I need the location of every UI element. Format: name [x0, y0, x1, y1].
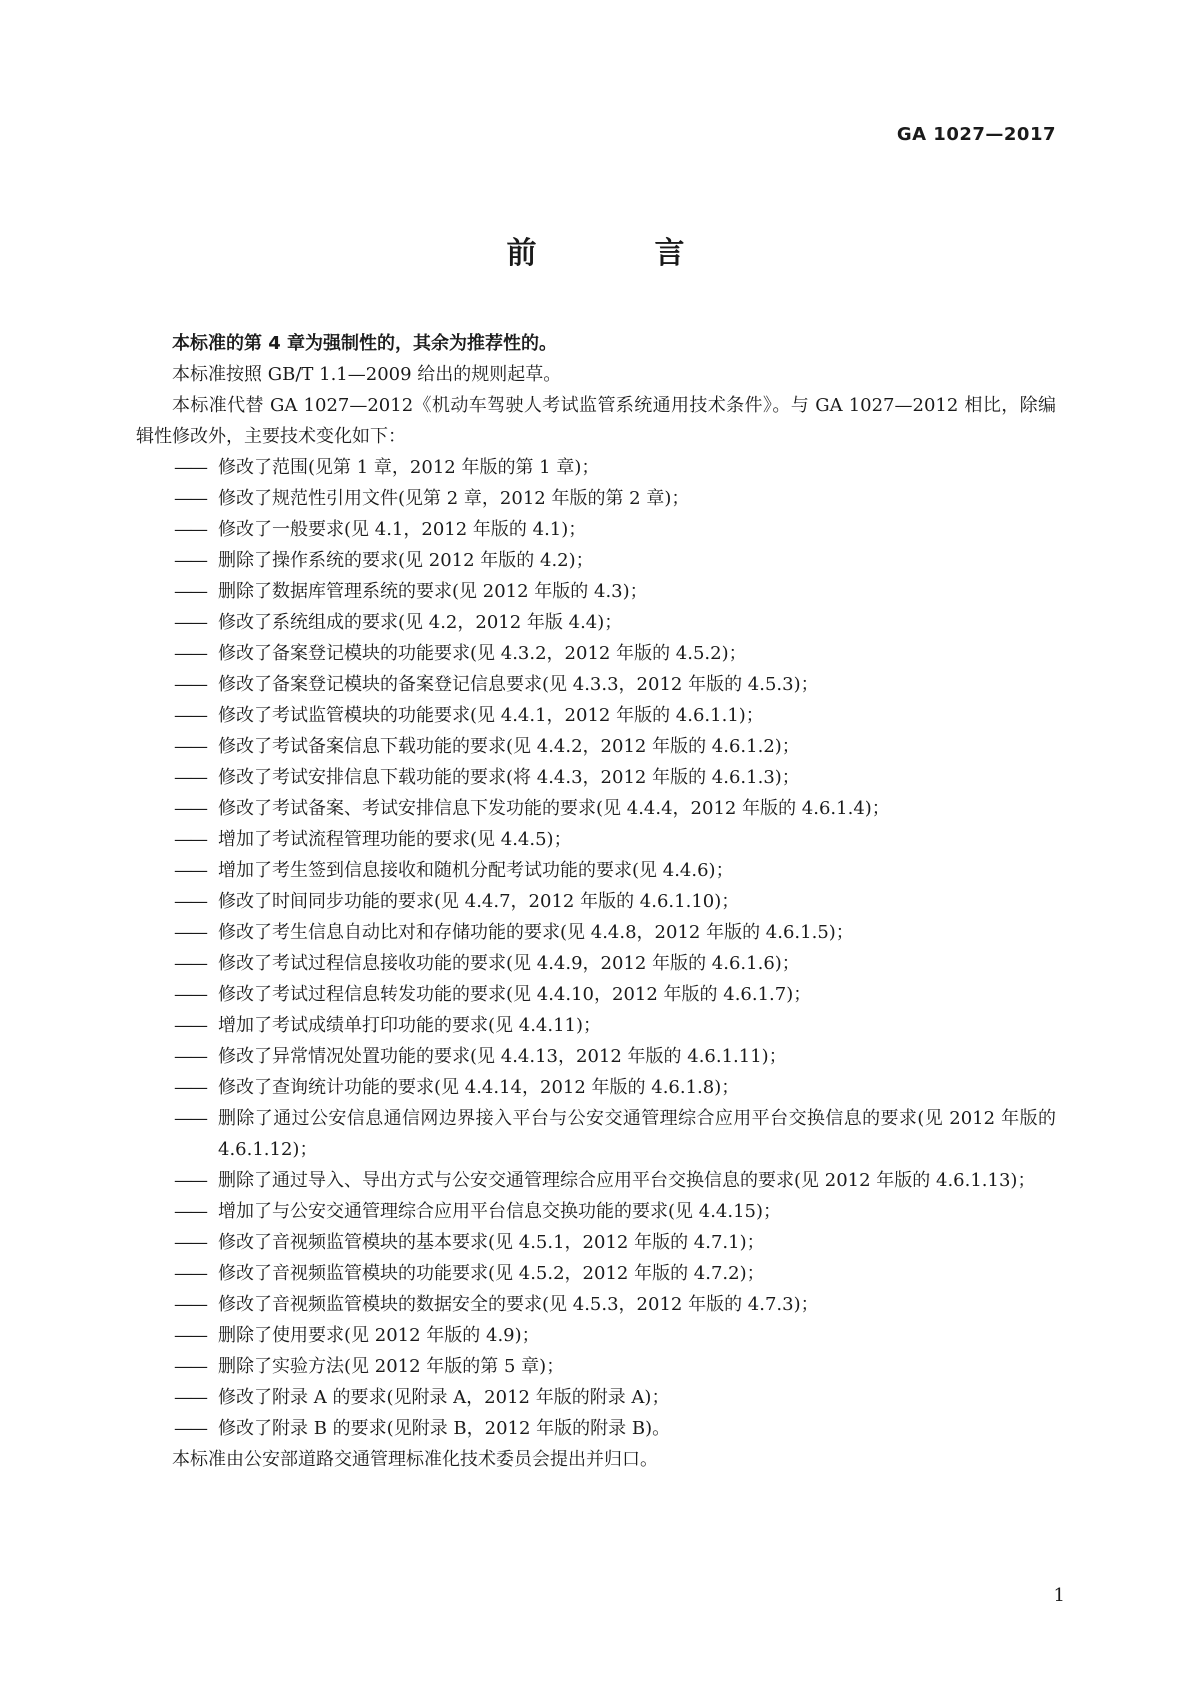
list-dash: ——	[174, 1015, 206, 1036]
change-text: 修改了备案登记模块的功能要求(见 4.3.2，2012 年版的 4.5.2)；	[218, 643, 747, 664]
change-list-item	[136, 1010, 1056, 1041]
change-list-item	[136, 1382, 1056, 1413]
change-list-item	[136, 793, 1056, 824]
list-dash: ——	[174, 705, 206, 726]
change-text: 修改了音视频监管模块的基本要求(见 4.5.1，2012 年版的 4.7.1)；	[218, 1232, 765, 1253]
change-list-item	[136, 1351, 1056, 1382]
change-list-item	[136, 1196, 1056, 1227]
change-text: 修改了范围(见第 1 章，2012 年版的第 1 章)；	[218, 457, 600, 478]
change-list-item	[136, 824, 1056, 855]
change-list-item	[136, 700, 1056, 731]
list-dash: ——	[174, 643, 206, 664]
change-text: 修改了规范性引用文件(见第 2 章，2012 年版的第 2 章)；	[218, 488, 690, 509]
list-dash: ——	[174, 1418, 206, 1439]
list-dash: ——	[174, 1077, 206, 1098]
change-list-item	[136, 1227, 1056, 1258]
change-text: 删除了实验方法(见 2012 年版的第 5 章)；	[218, 1356, 565, 1377]
change-text: 修改了音视频监管模块的数据安全的要求(见 4.5.3，2012 年版的 4.7.3)；	[218, 1294, 819, 1315]
change-text: 修改了时间同步功能的要求(见 4.4.7，2012 年版的 4.6.1.10)；	[218, 891, 740, 912]
change-list-item	[136, 731, 1056, 762]
list-dash: ——	[174, 1046, 206, 1067]
list-dash: ——	[174, 829, 206, 850]
list-dash: ——	[174, 1108, 206, 1129]
list-dash: ——	[174, 860, 206, 881]
list-dash: ——	[174, 581, 206, 602]
list-dash: ——	[174, 953, 206, 974]
list-dash: ——	[174, 891, 206, 912]
list-dash: ——	[174, 984, 206, 1005]
change-text: 修改了考试备案、考试安排信息下发功能的要求(见 4.4.4，2012 年版的 4.6.1.4)；	[218, 798, 890, 819]
change-list-item	[136, 1103, 1056, 1165]
change-text: 修改了异常情况处置功能的要求(见 4.4.13，2012 年版的 4.6.1.11)；	[218, 1046, 787, 1067]
change-list-item	[136, 1320, 1056, 1351]
change-list-item	[136, 638, 1056, 669]
change-text: 修改了考试过程信息接收功能的要求(见 4.4.9，2012 年版的 4.6.1.6)；	[218, 953, 800, 974]
change-text: 增加了考试流程管理功能的要求(见 4.4.5)；	[218, 829, 572, 850]
change-text: 增加了考生签到信息接收和随机分配考试功能的要求(见 4.4.6)；	[218, 860, 734, 881]
change-list-item	[136, 1258, 1056, 1289]
list-dash: ——	[174, 1294, 206, 1315]
change-list-item	[136, 886, 1056, 917]
list-dash: ——	[174, 1356, 206, 1377]
change-text: 修改了一般要求(见 4.1，2012 年版的 4.1)；	[218, 519, 587, 540]
list-dash: ——	[174, 488, 206, 509]
list-dash: ——	[174, 1325, 206, 1346]
page-title: 前 言	[506, 236, 729, 271]
list-dash: ——	[174, 922, 206, 943]
change-text: 修改了考试备案信息下载功能的要求(见 4.4.2，2012 年版的 4.6.1.2)；	[218, 736, 800, 757]
list-dash: ——	[174, 1263, 206, 1284]
list-dash: ——	[174, 674, 206, 695]
change-text: 修改了查询统计功能的要求(见 4.4.14，2012 年版的 4.6.1.8)；	[218, 1077, 740, 1098]
list-dash: ——	[174, 550, 206, 571]
change-text: 修改了考生信息自动比对和存储功能的要求(见 4.4.8，2012 年版的 4.6.1.5)；	[218, 922, 854, 943]
change-list-item	[136, 1165, 1056, 1196]
change-text: 修改了考试监管模块的功能要求(见 4.4.1，2012 年版的 4.6.1.1)；	[218, 705, 764, 726]
change-list-item	[136, 483, 1056, 514]
intro-paragraph-mandatory: 本标准的第 4 章为强制性的，其余为推荐性的。	[172, 333, 558, 354]
list-dash: ——	[174, 1232, 206, 1253]
change-text: 修改了备案登记模块的备案登记信息要求(见 4.3.3，2012 年版的 4.5.3)；	[218, 674, 819, 695]
change-list-item	[136, 607, 1056, 638]
change-list-item	[136, 1072, 1056, 1103]
change-list-item	[136, 762, 1056, 793]
intro-paragraph-replacement: 本标准代替 GA 1027—2012《机动车驾驶人考试监管系统通用技术条件》。与 GA 1027—2012 相比，除编辑性修改外，主要技术变化如下：	[136, 395, 1056, 447]
intro-paragraph-drafting-rules: 本标准按照 GB/T 1.1—2009 给出的规则起草。	[172, 364, 562, 385]
change-list-item	[136, 1289, 1056, 1320]
list-dash: ——	[174, 519, 206, 540]
list-dash: ——	[174, 612, 206, 633]
list-dash: ——	[174, 457, 206, 478]
change-text: 修改了系统组成的要求(见 4.2，2012 年版 4.4)；	[218, 612, 623, 633]
change-list-item	[136, 1413, 1056, 1444]
closing-paragraph: 本标准由公安部道路交通管理标准化技术委员会提出并归口。	[172, 1449, 658, 1470]
changes-list	[136, 452, 1056, 1444]
change-text: 删除了通过公安信息通信网边界接入平台与公安交通管理综合应用平台交换信息的要求(见 2012 年版的 4.6.1.12)；	[218, 1108, 1056, 1160]
change-list-item	[136, 452, 1056, 483]
list-dash: ——	[174, 736, 206, 757]
list-dash: ——	[174, 798, 206, 819]
change-list-item	[136, 1041, 1056, 1072]
change-list-item	[136, 545, 1056, 576]
change-text: 删除了数据库管理系统的要求(见 2012 年版的 4.3)；	[218, 581, 648, 602]
list-dash: ——	[174, 1170, 206, 1191]
change-text: 修改了附录 A 的要求(见附录 A，2012 年版的附录 A)；	[218, 1387, 670, 1408]
change-list-item	[136, 979, 1056, 1010]
standard-code: GA 1027—2017	[896, 124, 1056, 145]
change-text: 修改了附录 B 的要求(见附录 B，2012 年版的附录 B)。	[218, 1418, 671, 1439]
change-list-item	[136, 514, 1056, 545]
change-list-item	[136, 855, 1056, 886]
change-list-item	[136, 576, 1056, 607]
list-dash: ——	[174, 1201, 206, 1222]
change-text: 修改了考试过程信息转发功能的要求(见 4.4.10，2012 年版的 4.6.1.7)；	[218, 984, 812, 1005]
page-number: 1	[1053, 1585, 1065, 1606]
change-text: 删除了操作系统的要求(见 2012 年版的 4.2)；	[218, 550, 594, 571]
change-text: 增加了考试成绩单打印功能的要求(见 4.4.11)；	[218, 1015, 602, 1036]
change-text: 删除了使用要求(见 2012 年版的 4.9)；	[218, 1325, 540, 1346]
change-text: 修改了音视频监管模块的功能要求(见 4.5.2，2012 年版的 4.7.2)；	[218, 1263, 765, 1284]
change-text: 增加了与公安交通管理综合应用平台信息交换功能的要求(见 4.4.15)；	[218, 1201, 782, 1222]
change-text: 删除了通过导入、导出方式与公安交通管理综合应用平台交换信息的要求(见 2012 年版的 4.6.1.13)；	[218, 1170, 1036, 1191]
list-dash: ——	[174, 767, 206, 788]
change-list-item	[136, 917, 1056, 948]
preface-body	[136, 328, 1056, 1475]
change-text: 修改了考试安排信息下载功能的要求(将 4.4.3，2012 年版的 4.6.1.3)；	[218, 767, 800, 788]
change-list-item	[136, 948, 1056, 979]
change-list-item	[136, 669, 1056, 700]
list-dash: ——	[174, 1387, 206, 1408]
